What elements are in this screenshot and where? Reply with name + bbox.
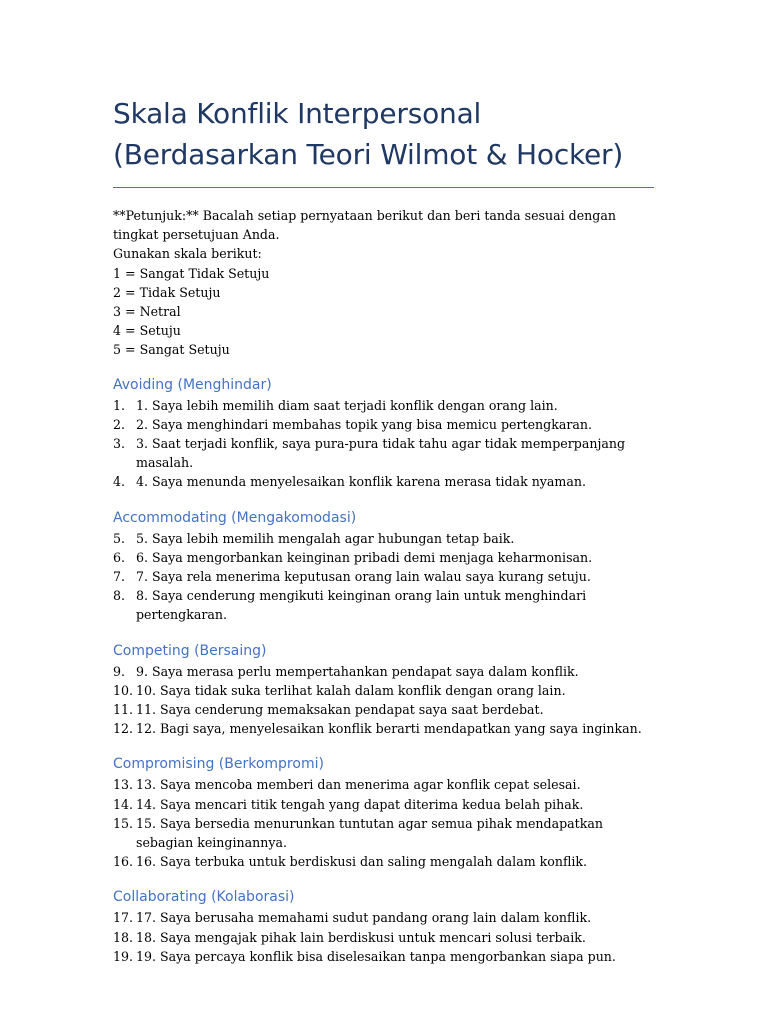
item-text: 8. Saya cenderung mengikuti keinginan orang lain untuk menghindari pertengkaran. bbox=[136, 588, 587, 623]
item-text: 10. Saya tidak suka terlihat kalah dalam konflik dengan orang lain. bbox=[136, 682, 566, 698]
item-number: 6. bbox=[113, 549, 126, 565]
item-number: 1. bbox=[113, 397, 126, 413]
section-heading: Competing (Bersaing) bbox=[113, 642, 267, 659]
item-text: 1. Saya lebih memilih diam saat terjadi konflik dengan orang lain. bbox=[136, 397, 558, 413]
list-item bbox=[113, 567, 658, 586]
item-text: 17. Saya berusaha memahami sudut pandang orang lain dalam konflik. bbox=[136, 910, 592, 926]
statement-list bbox=[113, 908, 658, 966]
scale-option: 2 = Tidak Setuju bbox=[113, 284, 221, 300]
item-text: 2. Saya menghindari membahas topik yang bisa memicu pertengkaran. bbox=[136, 416, 592, 432]
list-item bbox=[113, 548, 658, 567]
list-item bbox=[113, 681, 658, 700]
section-avoiding bbox=[113, 375, 658, 492]
list-item bbox=[113, 415, 658, 434]
item-text: 16. Saya terbuka untuk berdiskusi dan saling mengalah dalam konflik. bbox=[136, 854, 588, 870]
list-item bbox=[113, 472, 658, 491]
item-text: 6. Saya mengorbankan keinginan pribadi demi menjaga keharmonisan. bbox=[136, 549, 593, 565]
item-text: 4. Saya menunda menyelesaikan konflik karena merasa tidak nyaman. bbox=[136, 474, 586, 490]
section-competing bbox=[113, 641, 658, 739]
list-item bbox=[113, 586, 658, 624]
item-number: 3. bbox=[113, 436, 126, 452]
item-text: 15. Saya bersedia menurunkan tuntutan agar semua pihak mendapatkan sebagian keinginannya. bbox=[136, 815, 603, 851]
list-item bbox=[113, 529, 658, 548]
item-text: 11. Saya cenderung memaksakan pendapat saya saat berdebat. bbox=[136, 702, 544, 718]
list-item bbox=[113, 396, 658, 415]
title-underline-rule bbox=[113, 187, 654, 188]
section-heading: Collaborating (Kolaborasi) bbox=[113, 889, 295, 906]
item-number: 12. bbox=[113, 721, 134, 737]
item-text: 14. Saya mencari titik tengah yang dapat diterima kedua belah pihak. bbox=[136, 796, 584, 812]
item-number: 5. bbox=[113, 530, 126, 546]
scale-option: 3 = Netral bbox=[113, 304, 181, 320]
item-text: 18. Saya mengajak pihak lain berdiskusi untuk mencari solusi terbaik. bbox=[136, 929, 586, 945]
section-compromising bbox=[113, 754, 658, 871]
section-heading: Compromising (Berkompromi) bbox=[113, 756, 324, 773]
document-page bbox=[113, 93, 658, 966]
item-number: 16. bbox=[113, 854, 134, 870]
item-number: 15. bbox=[113, 815, 134, 831]
item-text: 19. Saya percaya konflik bisa diselesaikan tanpa mengorbankan siapa pun. bbox=[136, 948, 616, 964]
item-number: 11. bbox=[113, 702, 134, 718]
item-text: 12. Bagi saya, menyelesaikan konflik berarti mendapatkan yang saya inginkan. bbox=[136, 721, 642, 737]
list-item bbox=[113, 795, 658, 814]
scale-option: 1 = Sangat Tidak Setuju bbox=[113, 265, 270, 281]
instructions-block bbox=[113, 206, 658, 360]
list-item bbox=[113, 700, 658, 719]
section-heading: Avoiding (Menghindar) bbox=[113, 376, 272, 393]
scale-option: 5 = Sangat Setuju bbox=[113, 342, 230, 358]
item-number: 10. bbox=[113, 682, 134, 698]
list-item bbox=[113, 434, 658, 472]
item-number: 2. bbox=[113, 416, 126, 432]
item-number: 18. bbox=[113, 929, 134, 945]
item-number: 13. bbox=[113, 777, 134, 793]
item-number: 4. bbox=[113, 474, 126, 490]
item-text: 13. Saya mencoba memberi dan menerima agar konflik cepat selesai. bbox=[136, 777, 581, 793]
item-number: 8. bbox=[113, 588, 126, 604]
title-line-2: (Berdasarkan Teori Wilmot & Hocker) bbox=[113, 138, 624, 171]
item-number: 14. bbox=[113, 796, 134, 812]
item-number: 17. bbox=[113, 910, 134, 926]
title-line-1: Skala Konflik Interpersonal bbox=[113, 97, 482, 130]
item-text: 9. Saya merasa perlu mempertahankan pendapat saya dalam konflik. bbox=[136, 663, 579, 679]
scale-intro-text: Gunakan skala berikut: bbox=[113, 246, 262, 262]
list-item bbox=[113, 775, 658, 794]
list-item bbox=[113, 719, 658, 738]
section-heading: Accommodating (Mengakomodasi) bbox=[113, 509, 357, 526]
section-collaborating bbox=[113, 887, 658, 966]
section-accommodating bbox=[113, 508, 658, 625]
item-text: 5. Saya lebih memilih mengalah agar hubungan tetap baik. bbox=[136, 530, 515, 546]
document-title bbox=[113, 93, 658, 175]
list-item bbox=[113, 662, 658, 681]
statement-list bbox=[113, 775, 658, 871]
list-item bbox=[113, 928, 658, 947]
instruction-text: **Petunjuk:** Bacalah setiap pernyataan berikut dan beri tanda sesuai dengan tingkat persetujuan Anda. bbox=[113, 208, 616, 243]
item-number: 9. bbox=[113, 663, 126, 679]
list-item bbox=[113, 852, 658, 871]
list-item bbox=[113, 814, 658, 852]
list-item bbox=[113, 947, 658, 966]
list-item bbox=[113, 908, 658, 927]
item-text: 3. Saat terjadi konflik, saya pura-pura tidak tahu agar tidak memperpanjang masalah. bbox=[136, 436, 626, 471]
item-text: 7. Saya rela menerima keputusan orang lain walau saya kurang setuju. bbox=[136, 569, 591, 585]
scale-option: 4 = Setuju bbox=[113, 323, 181, 339]
statement-list bbox=[113, 662, 658, 739]
statement-list bbox=[113, 529, 658, 625]
statement-list bbox=[113, 396, 658, 492]
item-number: 7. bbox=[113, 569, 126, 585]
item-number: 19. bbox=[113, 948, 134, 964]
